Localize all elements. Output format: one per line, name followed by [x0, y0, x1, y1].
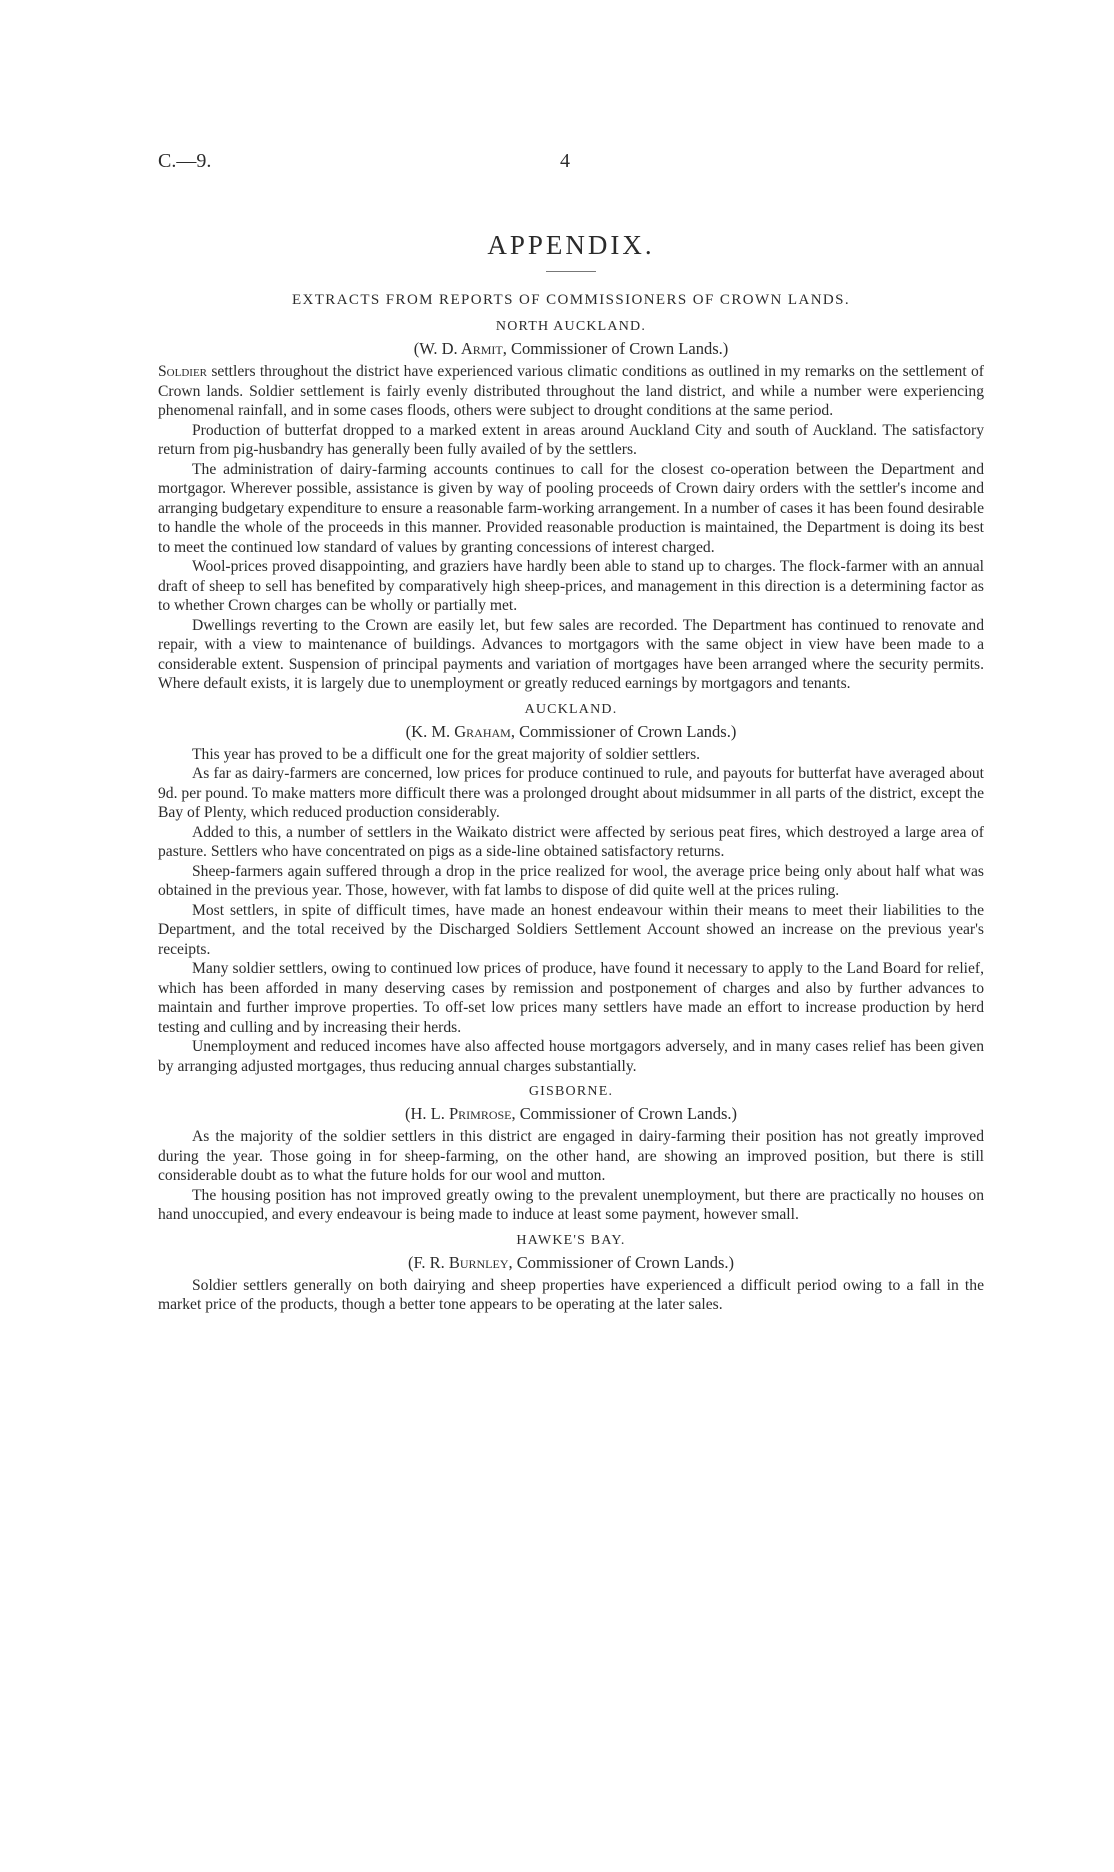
commissioner-name: K. M. Graham — [411, 721, 511, 741]
paragraph: Many soldier settlers, owing to continued low prices of produce, have found it necessary to apply to the Land Board for relief, which has been afforded in many deserving cases by remission and postponement of charges and also by further advances to maintain and further improve properties. To off-set low prices many settlers have made an effort to increase production by herd testing and culling and by increasing their herds. — [158, 960, 984, 1036]
appendix-title: APPENDIX. — [487, 230, 655, 260]
region-heading: NORTH AUCKLAND. — [495, 319, 647, 334]
commissioner-name: W. D. Armit — [419, 339, 503, 358]
paragraph: Soldier settlers generally on both dairying and sheep properties have experienced a difficult period owing to a fall in the market price of the products, though a better tone appears to be operating at the later sales. — [158, 1276, 984, 1313]
commissioner-line — [158, 722, 984, 742]
paren-open: ( — [413, 339, 420, 358]
region-heading: HAWKE'S BAY. — [516, 1232, 626, 1248]
section-hawkes-bay — [158, 1233, 984, 1315]
paren-open: ( — [405, 721, 412, 741]
commissioner-line — [158, 1104, 984, 1124]
paragraph: The housing position has not improved greatly owing to the prevalent unemployment, but there are practically no houses on hand unoccupied, and every endeavour is being made to induce at least some payment, however small. — [158, 1186, 984, 1223]
paragraph: Production of butterfat dropped to a marked extent in areas around Auckland City and south of Auckland. The satisfactory return from pig-husbandry has generally been fully availed of by the settlers. — [158, 421, 984, 458]
paragraph: The administration of dairy-farming accounts continues to call for the closest co-operation between the Department and mortgagor. Wherever possible, assistance is given by way of pooling proceeds of Crown dairy orders with the settler's income and arranging budgetary expenditure to ensure a reasonable farm-working arrangement. In a number of cases it has been found desirable to handle the whole of the proceeds in this manner. Provided reasonable production is maintained, the Department is doing its best to meet the continued low standard of values by granting concessions of interest charged. — [158, 460, 984, 556]
paragraph: Sheep-farmers again suffered through a drop in the price realized for wool, the average price being only about half what was obtained in the previous year. Those, however, with fat lambs to dispose of did quite well at the prices ruling. — [158, 862, 984, 899]
section-auckland — [158, 702, 984, 1077]
paragraph: Wool-prices proved disappointing, and graziers have hardly been able to stand up to charges. The flock-farmer with an annual draft of sheep to sell has benefited by comparatively high sheep-prices, and management in this direction is a determining factor as to whether Crown charges can be wholly or partially met. — [158, 558, 984, 614]
paragraph: Most settlers, in spite of difficult times, have made an honest endeavour within their means to meet their liabilities to the Department, and the total received by the Discharged Soldiers Settlement Account showed an increase on the previous year's receipts. — [158, 901, 984, 958]
commissioner-name: F. R. Burnley — [413, 1252, 509, 1272]
paragraph — [158, 362, 984, 421]
commissioner-role: , Commissioner of Crown Lands.) — [508, 1252, 734, 1272]
extracts-heading: EXTRACTS FROM REPORTS OF COMMISSIONERS OF CROWN LANDS. — [291, 292, 851, 308]
document-code: C.—9. — [158, 150, 212, 172]
section-gisborne — [158, 1084, 984, 1225]
document-page — [158, 150, 984, 1315]
paragraph-text: settlers throughout the district have experienced various climatic conditions as outlined in my remarks on the settlement of Crown lands. Soldier settlement is fairly evenly distributed throughout the land district, and while a number were experiencing phenomenal rainfall, and in some cases floods, others were subject to drought conditions at the same period. — [158, 363, 984, 419]
paragraph: As the majority of the soldier settlers in this district are engaged in dairy-farming their position has not greatly improved during the year. Those going in for sheep-farming, on the other hand, are showing an improved position, but there is still considerable doubt as to what the future holds for our wool and mutton. — [158, 1128, 984, 1184]
paren-open: ( — [405, 1104, 411, 1123]
region-heading: GISBORNE. — [528, 1084, 614, 1099]
commissioner-line — [158, 339, 984, 359]
paren-open: ( — [407, 1252, 414, 1272]
page-number: 4 — [560, 150, 570, 172]
commissioner-name: H. L. Primrose — [410, 1104, 512, 1123]
region-heading: AUCKLAND. — [524, 701, 618, 717]
commissioner-role: , Commissioner of Crown Lands.) — [511, 1104, 737, 1123]
commissioner-role: , Commissioner of Crown Lands.) — [510, 721, 737, 741]
lead-word: Soldier — [158, 363, 207, 380]
commissioner-line — [158, 1253, 984, 1273]
section-north-auckland — [158, 319, 984, 694]
title-rule — [546, 271, 596, 272]
paragraph: This year has proved to be a difficult one for the great majority of soldier settlers. — [192, 745, 701, 763]
paragraph: Added to this, a number of settlers in the Waikato district were affected by serious peat fires, which destroyed a large area of pasture. Settlers who have concentrated on pigs as a side-line obtained satisfactory returns. — [158, 823, 984, 860]
running-head — [158, 150, 984, 184]
commissioner-role: , Commissioner of Crown Lands.) — [502, 339, 729, 358]
paragraph: Dwellings reverting to the Crown are easily let, but few sales are recorded. The Department has continued to renovate and repair, with a view to maintenance of buildings. Advances to mortgagors with the same object in view have been made to a considerable extent. Suspension of principal payments and variation of mortgages have been arranged where the security permits. Where default exists, it is largely due to unemployment or greatly reduced earnings by mortgagors and tenants. — [158, 616, 984, 692]
paragraph: Unemployment and reduced incomes have also affected house mortgagors adversely, and in many cases relief has been given by arranging adjusted mortgages, thus reducing annual charges substantially. — [158, 1038, 984, 1075]
paragraph: As far as dairy-farmers are concerned, low prices for produce continued to rule, and payouts for butterfat have averaged about 9d. per pound. To make matters more difficult there was a prolonged drought about midsummer in all parts of the district, except the Bay of Plenty, which reduced production considerably. — [158, 765, 984, 821]
